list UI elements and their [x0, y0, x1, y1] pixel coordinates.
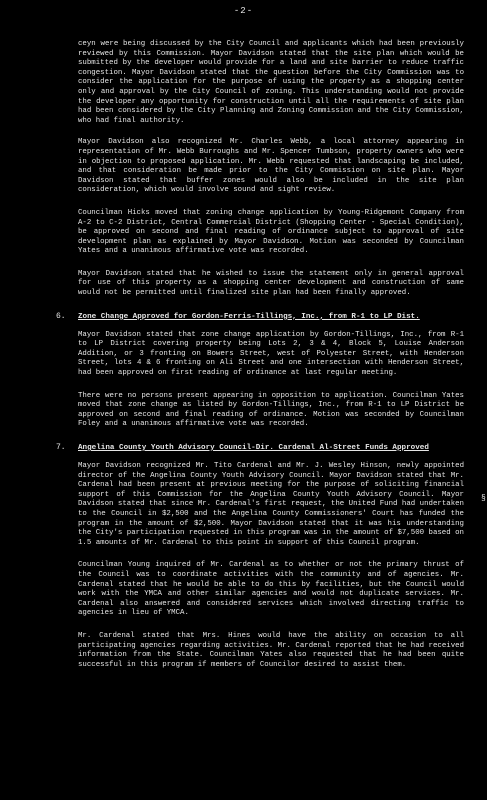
margin-mark: §	[481, 494, 486, 503]
paragraph: Mayor Davidson stated that he wished to issue the statement only in general approval for use of this property as a shopping center development and construction of same would not be permitted until finalized site plan had been finally approved.	[78, 269, 464, 298]
paragraph: Mayor Davidson stated that zone change application by Gordon-Tillings, Inc., from R-1 to LP District covering property being Lots 2, 3 & 4, Block 5, Louise Anderson Addition, or 3 fronting on Bowers Street, west of Polyester Street, with Henderson Street, lots 4 & 6 fronting on Ali Street and one intersection with Henderson Street, had been approved on first reading of ordinance at last regular meeting.	[78, 330, 464, 378]
item-number: 6.	[56, 311, 66, 321]
agenda-item-7	[56, 443, 464, 670]
agenda-item-6	[56, 311, 464, 430]
paragraph: ceyn were being discussed by the City Council and applicants which had been previously reviewed by this Commission. Mayor Davidson stated that the site plan which would be submitted by the developer would provide for a land and site barrier to reduce traffic congestion. Mayor Davidson stated that the question before the City Commission was to consider the application for the purpose of using the property as a shopping center only and approval by the City Council of zoning. This understanding would not provide the developer any opportunity for construction until all the requirements of site plan had been considered by the City Planning and Zoning Commission and the City Commission, who had final authority.	[78, 40, 464, 125]
paragraph: Councilman Young inquired of Mr. Cardenal as to whether or not the primary thrust of the Council was to coordinate activities with the community and of agencies. Mr. Cardenal stated that he would be able to do this by facilities, but the Council would work with the YMCA and other similar agencies and would not duplicate services. Mr. Cardenal also answered and considered services which involved directing traffic to agencies in lieu of YMCA.	[78, 561, 464, 618]
item-heading: Angelina County Youth Advisory Council-Dir. Cardenal Al-Street Funds Approved	[78, 444, 429, 452]
paragraph: There were no persons present appearing in opposition to application. Councilman Yates moved that zone change as listed by Gordon-Tillings, Inc., from R-1 to LP District be approved on second and final reading of ordinance. Motion was seconded by Councilman Foley and a unanimous affirmative vote was recorded.	[78, 391, 464, 429]
paragraph: Mr. Cardenal stated that Mrs. Hines would have the ability on occasion to all participating agencies regarding activities. Mr. Cardenal reported that he had received information from the State. Councilman Yates also requested that he had been quite successful in this program if members of Councilor desired to assist them.	[78, 631, 464, 669]
item-number: 7.	[56, 443, 66, 452]
document-body	[56, 40, 464, 683]
item-heading: Zone Change Approved for Gordon-Ferris-Tillings, Inc., from R-1 to LP Dist.	[78, 312, 420, 321]
paragraph: Councilman Hicks moved that zoning change application by Young-Ridgemont Company from A-2 to C-2 District, Central Commercial District (Shopping Center - Special Condition), be approved on second and final reading of ordinance subject to approval of site development plan as explained by Mayor Davidson. Motion was seconded by Councilman Yates and a unanimous affirmative vote was recorded.	[78, 208, 464, 256]
paragraph: Mayor Davidson also recognized Mr. Charles Webb, a local attorney appearing in representation of Mr. Webb Burroughs and Mr. Spencer Tumbson, property owners who were in objection to proposed application. Mr. Webb requested that landscaping be included, and that consideration be made prior to the City Commission on site plan. Mayor Davidson stated that buffer zones would also be included in the site plan consideration, which would involve sound and sight review.	[78, 138, 464, 195]
paragraph: Mayor Davidson recognized Mr. Tito Cardenal and Mr. J. Wesley Hinson, newly appointed director of the Angelina County Youth Advisory Council. Mayor Davidson stated that Mr. Cardenal had been present at previous meeting for the purpose of soliciting financial support of this Commission for the Angelina County Youth Advisory Council. Mayor Davidson stated that since Mr. Cardenal's first request, the United Fund had undertaken to the Council in $2,500 and the Angelina County Commissioners' Court has funded the program in the amount of $2,500. Mayor Davidson stated that it was his understanding the City's participation requested in this program was in the amount of $7,500 based on 1.5 amounts of Mr. Cardenal to this point in support of this Council program.	[78, 462, 464, 547]
page-number: -2-	[233, 6, 254, 16]
